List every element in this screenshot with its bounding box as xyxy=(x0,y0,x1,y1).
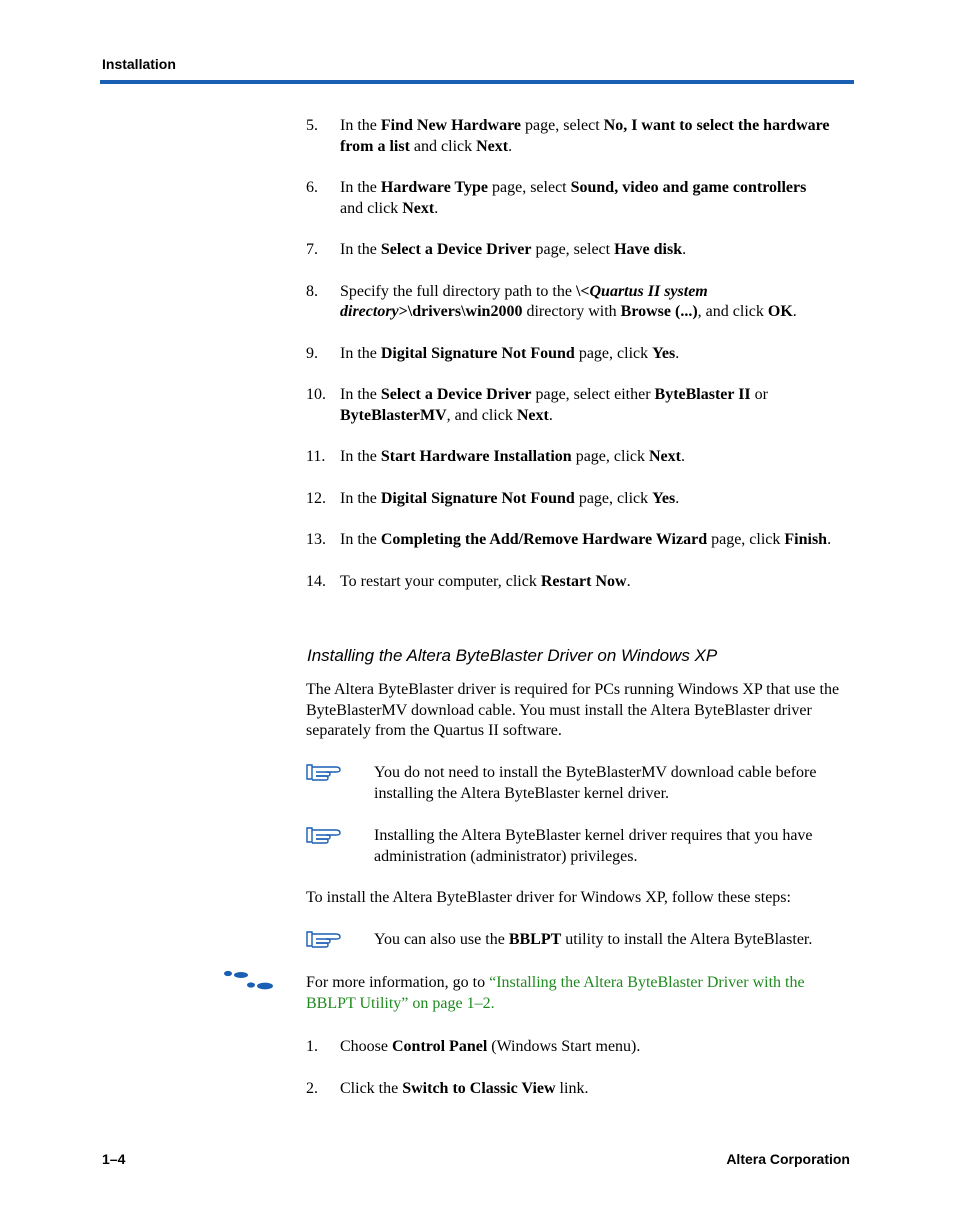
company-name: Altera Corporation xyxy=(726,1151,850,1167)
step-number: 1. xyxy=(306,1038,318,1055)
step-number: 12. xyxy=(306,489,326,507)
step-number: 11. xyxy=(306,448,326,465)
note-text: You do not need to install the ByteBlasterMV download cable before installing the Altera ByteBlaster kernel driver. xyxy=(374,764,817,802)
step-number: 10. xyxy=(306,386,326,403)
note-text: Installing the Altera ByteBlaster kernel driver requires that you have administration (administrator) privileges. xyxy=(374,827,813,865)
list-item: 5. In the Find New Hardware page, select No, I want to select the hardware from a list and click Next. xyxy=(306,117,830,155)
step-number: 13. xyxy=(306,531,326,548)
list-item: 6. In the Hardware Type page, select Sound, video and game controllers and click Next. xyxy=(306,179,807,217)
list-item: 1. Choose Control Panel (Windows Start menu). xyxy=(306,1037,854,1058)
step-number: 6. xyxy=(306,179,318,196)
footprints-icon xyxy=(222,970,276,990)
numbered-steps-list-xp xyxy=(306,1037,854,1120)
pointing-hand-icon xyxy=(306,930,344,948)
intro-paragraph: The Altera ByteBlaster driver is required for PCs running Windows XP that use the ByteBlasterMV download cable. You must install the Altera ByteBlaster driver separately from the Quartus II software. xyxy=(306,681,840,739)
header-title: Installation xyxy=(102,56,176,72)
section-heading: Installing the Altera ByteBlaster Driver on Windows XP xyxy=(307,646,718,665)
step-number: 14. xyxy=(306,572,326,590)
steps-intro: To install the Altera ByteBlaster driver for Windows XP, follow these steps: xyxy=(306,889,791,906)
list-item: 7. In the Select a Device Driver page, select Have disk. xyxy=(306,240,854,261)
page-number: 1–4 xyxy=(102,1151,126,1167)
pointing-hand-icon xyxy=(306,826,344,844)
step-number: 9. xyxy=(306,344,318,362)
cross-reference: For more information, go to “Installing the Altera ByteBlaster Driver with the BBLPT Utility” on page 1–2. xyxy=(306,974,805,1012)
cross-reference-link[interactable]: “Installing the Altera ByteBlaster Driver with the BBLPT Utility” on page 1–2 xyxy=(306,974,805,1012)
list-item: 13. In the Completing the Add/Remove Hardware Wizard page, click Finish. xyxy=(306,530,854,551)
list-item: 2. Click the Switch to Classic View link. xyxy=(306,1079,854,1100)
numbered-steps-list xyxy=(306,116,854,613)
step-number: 2. xyxy=(306,1079,318,1097)
list-item: 11. In the Start Hardware Installation page, click Next. xyxy=(306,447,854,468)
list-item: 10. In the Select a Device Driver page, select either ByteBlaster II or ByteBlasterMV, and click Next. xyxy=(306,386,768,424)
list-item: 14. To restart your computer, click Restart Now. xyxy=(306,572,854,593)
pointing-hand-icon xyxy=(306,763,344,781)
list-item: 8. Specify the full directory path to the \<Quartus II system directory>\drivers\win2000 directory with Browse (...), and click OK. xyxy=(306,282,797,320)
list-item: 9. In the Digital Signature Not Found page, click Yes. xyxy=(306,344,854,365)
list-item: 12. In the Digital Signature Not Found page, click Yes. xyxy=(306,489,854,510)
step-number: 7. xyxy=(306,241,318,258)
note-text: You can also use the BBLPT utility to install the Altera ByteBlaster. xyxy=(374,931,813,948)
header-rule xyxy=(100,80,854,84)
step-number: 5. xyxy=(306,117,318,134)
step-number: 8. xyxy=(306,282,318,300)
